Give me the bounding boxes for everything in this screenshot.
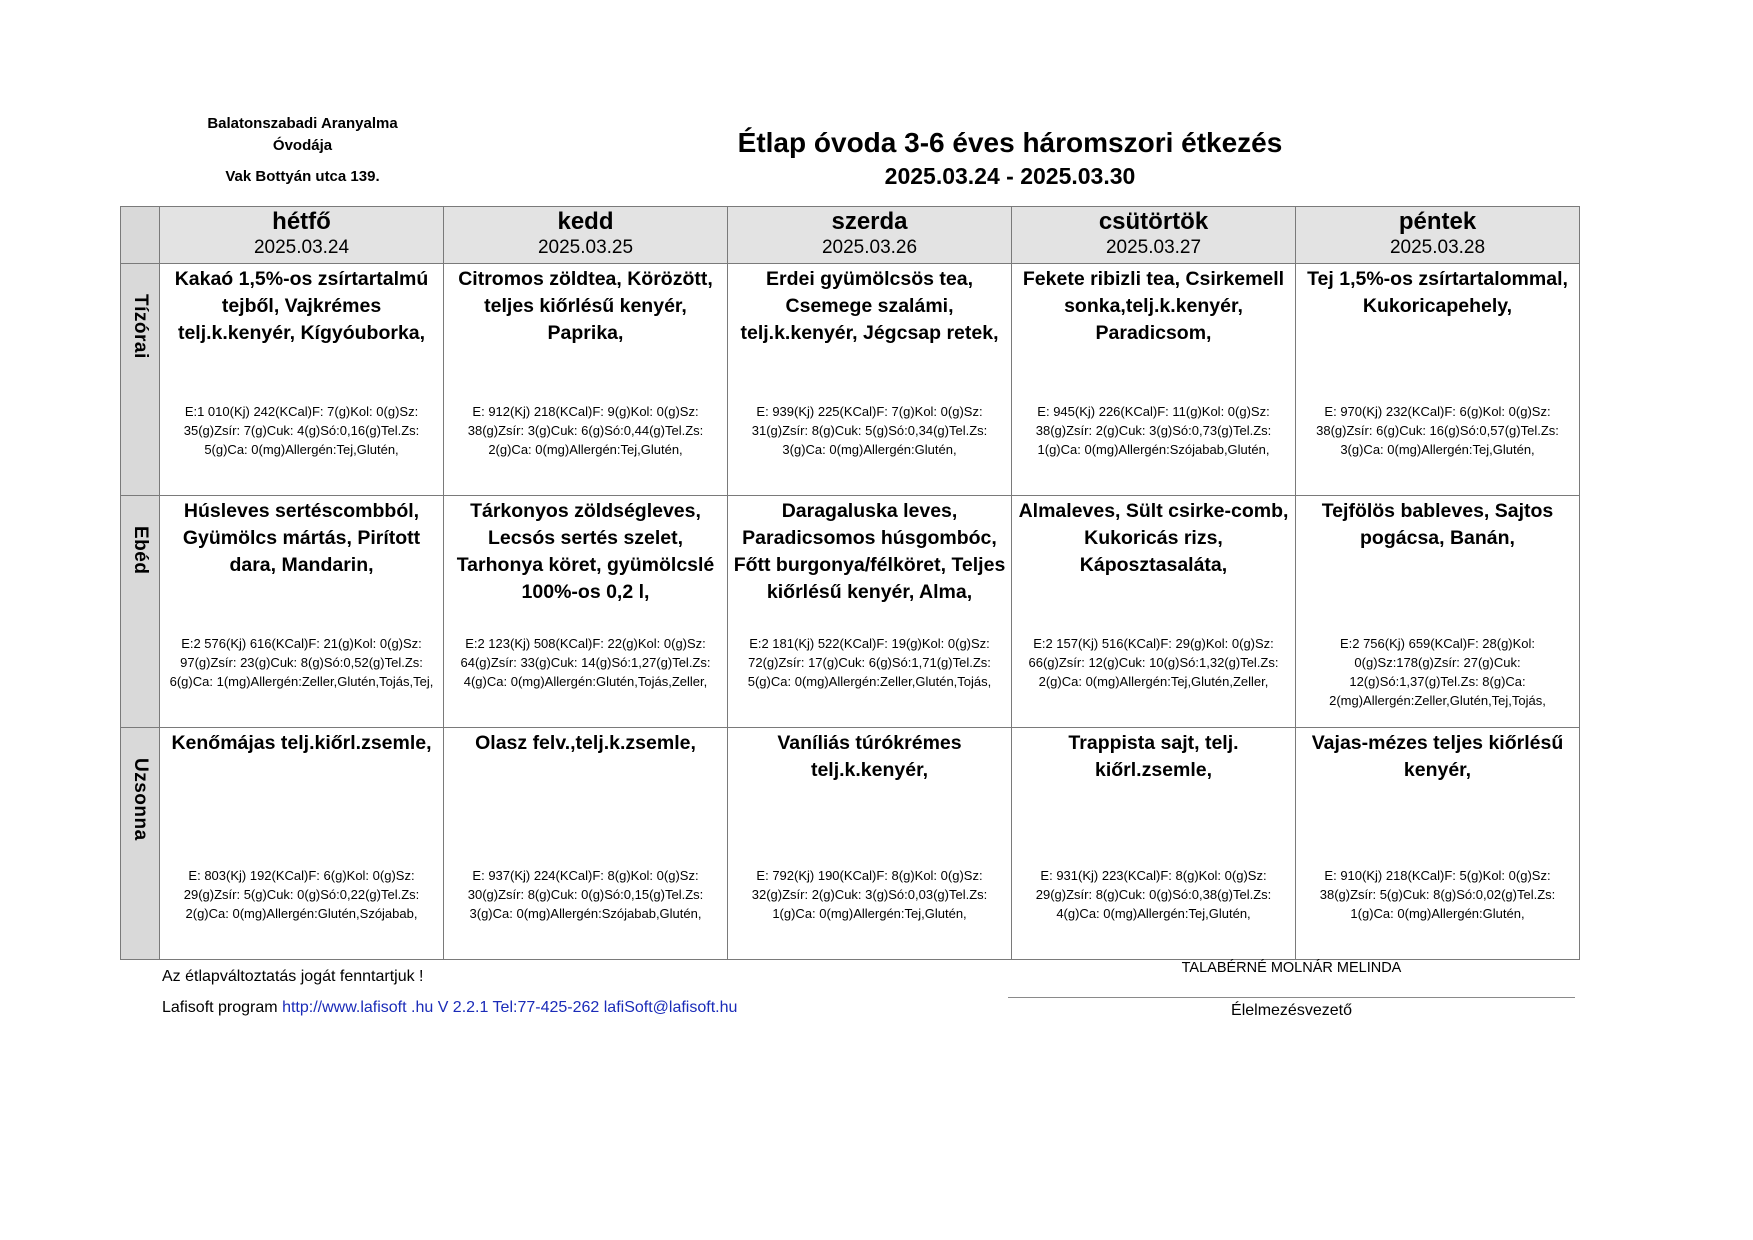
dish-text: Daragaluska leves, Paradicsomos húsgombóc, Főtt burgonya/félköret, Teljes kiőrlésű kenyér, Alma, xyxy=(733,500,1006,603)
day-header-friday xyxy=(1296,207,1580,264)
nutrition-text: E:2 123(Kj) 508(KCal)F: 22(g)Kol: 0(g)Sz: 64(g)Zsír: 33(g)Cuk: 14(g)Só:1,27(g)Tel.Zs: 4(g)Ca: 0(mg)Allergén:Glutén,Tojás,Zeller, xyxy=(460,636,711,689)
nutrition-text: E: 910(Kj) 218(KCal)F: 5(g)Kol: 0(g)Sz: 38(g)Zsír: 5(g)Cuk: 8(g)Só:0,02(g)Tel.Zs: 1(g)Ca: 0(mg)Allergén:Glutén, xyxy=(1319,868,1556,921)
program-info xyxy=(162,999,737,1017)
dish-text: Kenőmájas telj.kiőrl.zsemle, xyxy=(171,732,432,754)
nutrition-text: E:1 010(Kj) 242(KCal)F: 7(g)Kol: 0(g)Sz: 35(g)Zsír: 7(g)Cuk: 4(g)Só:0,16(g)Tel.Zs: 5(g)Ca: 0(mg)Allergén:Tej,Glutén, xyxy=(183,404,420,457)
day-date: 2025.03.24 xyxy=(253,237,350,258)
nutrition-text: E:2 756(Kj) 659(KCal)F: 28(g)Kol: 0(g)Sz:178(g)Zsír: 27(g)Cuk: 12(g)Só:1,37(g)Tel.Zs: 8(g)Ca: 2(mg)Allergén:Zeller,Glutén,Tej,Tojás, xyxy=(1329,636,1546,708)
nutrition-text: E: 970(Kj) 232(KCal)F: 6(g)Kol: 0(g)Sz: 38(g)Zsír: 6(g)Cuk: 16(g)Só:0,57(g)Tel.Zs: 3(g)Ca: 0(mg)Allergén:Tej,Glutén, xyxy=(1316,404,1559,457)
dish-text: Almaleves, Sült csirke-comb, Kukoricás rizs, Káposztasaláta, xyxy=(1018,500,1289,576)
dish-text: Tárkonyos zöldségleves, Lecsós sertés szelet, Tarhonya köret, gyümölcslé 100%-os 0,2 l, xyxy=(456,500,715,603)
nutrition-text: E: 931(Kj) 223(KCal)F: 8(g)Kol: 0(g)Sz: 29(g)Zsír: 8(g)Cuk: 0(g)Só:0,38(g)Tel.Zs: 4(g)Ca: 0(mg)Allergén:Tej,Glutén, xyxy=(1035,868,1272,921)
day-name: kedd xyxy=(557,208,614,235)
dish-text: Tejfölös bableves, Sajtos pogácsa, Banán, xyxy=(1321,500,1554,549)
menu-table xyxy=(120,206,1580,960)
meal-row-ebed xyxy=(121,496,1580,728)
menu-cell xyxy=(160,728,444,960)
menu-cell xyxy=(444,496,728,728)
day-name: péntek xyxy=(1398,208,1477,235)
meal-label-text: Uzsonna xyxy=(130,758,151,841)
nutrition-text: E: 937(Kj) 224(KCal)F: 8(g)Kol: 0(g)Sz: 30(g)Zsír: 8(g)Cuk: 0(g)Só:0,15(g)Tel.Zs: 3(g)Ca: 0(mg)Allergén:Szójabab,Glutén, xyxy=(467,868,704,921)
menu-cell xyxy=(1296,728,1580,960)
meal-label-text: Ebéd xyxy=(130,526,151,575)
menu-cell xyxy=(1012,264,1296,496)
day-name: szerda xyxy=(831,208,908,235)
dish-text: Fekete ribizli tea, Csirkemell sonka,telj.k.kenyér, Paradicsom, xyxy=(1022,268,1285,344)
day-header-tuesday xyxy=(444,207,728,264)
menu-cell xyxy=(1296,496,1580,728)
dish-text: Erdei gyümölcsös tea, Csemege szalámi, telj.k.kenyér, Jégcsap retek, xyxy=(740,268,999,344)
institution-address: Vak Bottyán utca 139. xyxy=(225,168,380,185)
dish-text: Kakaó 1,5%-os zsírtartalmú tejből, Vajkrémes telj.k.kenyér, Kígyóuborka, xyxy=(174,268,429,344)
menu-cell xyxy=(1012,496,1296,728)
page-title: Étlap óvoda 3-6 éves háromszori étkezés xyxy=(737,127,1283,158)
menu-cell xyxy=(160,264,444,496)
nutrition-text: E:2 576(Kj) 616(KCal)F: 21(g)Kol: 0(g)Sz: 97(g)Zsír: 23(g)Cuk: 8(g)Só:0,52(g)Tel.Zs: 6(g)Ca: 1(mg)Allergén:Zeller,Glutén,Tojás,Tej, xyxy=(169,636,434,689)
day-header-wednesday xyxy=(728,207,1012,264)
meal-row-uzsonna xyxy=(121,728,1580,960)
day-date: 2025.03.27 xyxy=(1105,237,1202,258)
signature-line xyxy=(1008,997,1575,998)
dish-text: Vaníliás túrókrémes telj.k.kenyér, xyxy=(777,732,962,781)
menu-cell xyxy=(1296,264,1580,496)
nutrition-text: E: 912(Kj) 218(KCal)F: 9(g)Kol: 0(g)Sz: 38(g)Zsír: 3(g)Cuk: 6(g)Só:0,44(g)Tel.Zs: 2(g)Ca: 0(mg)Allergén:Tej,Glutén, xyxy=(467,404,704,457)
day-name: csütörtök xyxy=(1098,208,1209,235)
meal-label-ebed xyxy=(121,496,160,728)
menu-cell xyxy=(160,496,444,728)
menu-cell xyxy=(1012,728,1296,960)
nutrition-text: E: 803(Kj) 192(KCal)F: 6(g)Kol: 0(g)Sz: 29(g)Zsír: 5(g)Cuk: 0(g)Só:0,22(g)Tel.Zs: 2(g)Ca: 0(mg)Allergén:Glutén,Szójabab, xyxy=(183,868,420,921)
nutrition-text: E:2 181(Kj) 522(KCal)F: 19(g)Kol: 0(g)Sz: 72(g)Zsír: 17(g)Cuk: 6(g)Só:1,71(g)Tel.Zs: 5(g)Ca: 0(mg)Allergén:Zeller,Glutén,Tojás, xyxy=(747,636,992,689)
day-name: hétfő xyxy=(272,208,331,235)
institution-name-line1: Balatonszabadi Aranyalma xyxy=(207,115,398,132)
nutrition-text: E: 945(Kj) 226(KCal)F: 11(g)Kol: 0(g)Sz: 38(g)Zsír: 2(g)Cuk: 3(g)Só:0,73(g)Tel.Zs: 1(g)Ca: 0(mg)Allergén:Szójabab,Glutén, xyxy=(1035,404,1272,457)
meal-row-tizorai xyxy=(121,264,1580,496)
disclaimer-note: Az étlapváltoztatás jogát fenntartjuk ! xyxy=(162,968,424,985)
signer-role: Élelmezésvezető xyxy=(1231,1002,1352,1019)
meal-label-tizorai xyxy=(121,264,160,496)
menu-cell xyxy=(728,264,1012,496)
menu-cell xyxy=(444,728,728,960)
meal-label-uzsonna xyxy=(121,728,160,960)
menu-cell xyxy=(444,264,728,496)
corner-cell xyxy=(121,207,160,264)
meal-label-text: Tízórai xyxy=(130,294,151,359)
dish-text: Tej 1,5%-os zsírtartalommal, Kukoricapehely, xyxy=(1307,268,1568,317)
dish-text: Trappista sajt, telj. kiőrl.zsemle, xyxy=(1068,732,1239,781)
signer-name: TALABÉRNÉ MOLNÁR MELINDA xyxy=(1181,960,1402,976)
day-header-thursday xyxy=(1012,207,1296,264)
day-header-monday xyxy=(160,207,444,264)
institution-name-line2: Óvodája xyxy=(272,137,333,154)
dish-text: Citromos zöldtea, Körözött, teljes kiőrlésű kenyér, Paprika, xyxy=(458,268,713,344)
nutrition-text: E: 939(Kj) 225(KCal)F: 7(g)Kol: 0(g)Sz: 31(g)Zsír: 8(g)Cuk: 5(g)Só:0,34(g)Tel.Zs: 3(g)Ca: 0(mg)Allergén:Glutén, xyxy=(751,404,988,457)
day-date: 2025.03.25 xyxy=(537,237,634,258)
menu-cell xyxy=(728,728,1012,960)
day-date: 2025.03.26 xyxy=(821,237,918,258)
program-prefix: Lafisoft program xyxy=(162,999,278,1016)
menu-cell xyxy=(728,496,1012,728)
program-link[interactable]: http://www.lafisoft .hu V 2.2.1 Tel:77-425-262 lafiSoft@lafisoft.hu xyxy=(282,999,738,1016)
dish-text: Olasz felv.,telj.k.zsemle, xyxy=(475,732,696,754)
dish-text: Húsleves sertéscombból, Gyümölcs mártás, Pirított dara, Mandarin, xyxy=(182,500,421,576)
nutrition-text: E:2 157(Kj) 516(KCal)F: 29(g)Kol: 0(g)Sz: 66(g)Zsír: 12(g)Cuk: 10(g)Só:1,32(g)Tel.Zs: 2(g)Ca: 0(mg)Allergén:Tej,Glutén,Zeller, xyxy=(1028,636,1279,689)
period-range: 2025.03.24 - 2025.03.30 xyxy=(884,163,1136,189)
nutrition-text: E: 792(Kj) 190(KCal)F: 8(g)Kol: 0(g)Sz: 32(g)Zsír: 2(g)Cuk: 3(g)Só:0,03(g)Tel.Zs: 1(g)Ca: 0(mg)Allergén:Tej,Glutén, xyxy=(751,868,988,921)
day-header-row xyxy=(121,207,1580,264)
dish-text: Vajas-mézes teljes kiőrlésű kenyér, xyxy=(1311,732,1564,781)
day-date: 2025.03.28 xyxy=(1389,237,1486,258)
